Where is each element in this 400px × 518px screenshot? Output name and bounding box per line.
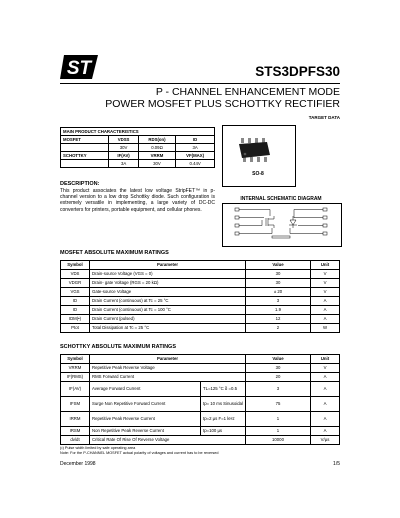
column-header: Parameter bbox=[90, 261, 246, 270]
table-row: ID Drain Current (continuous) at Tc = 100 °C 1.9 A bbox=[61, 306, 340, 315]
footnote-polarity: Note: For the P-CHANNEL MOSFET actual polarity of voltages and current has to be reversed bbox=[60, 451, 219, 455]
schottky-header: IF(AV) bbox=[109, 152, 138, 160]
mosfet-value: 30V bbox=[109, 144, 138, 152]
schottky-ratings-table bbox=[60, 354, 340, 445]
so8-package-image bbox=[237, 138, 271, 162]
column-header: Unit bbox=[311, 261, 340, 270]
schottky-value: 3A bbox=[109, 160, 138, 168]
mosfet-ratings-heading: MOSFET ABSOLUTE MAXIMUM RATINGS bbox=[60, 250, 169, 256]
table-row: dv/dt Critical Rate Of Rise Of Reverse Voltage 10000 V/µs bbox=[61, 436, 340, 445]
schottky-header: VF(MAX) bbox=[176, 152, 215, 160]
page-number: 1/5 bbox=[333, 461, 340, 467]
schottky-label: SCHOTTKY bbox=[61, 152, 109, 160]
part-number: STS3DPFS30 bbox=[255, 64, 340, 79]
table-row: VGS Gate-source Voltage ± 20 V bbox=[61, 288, 340, 297]
schottky-value: 30V bbox=[138, 160, 176, 168]
st-logo-text: ST bbox=[66, 58, 92, 79]
table-row: VDS Drain-source Voltage (VGS = 0) 30 V bbox=[61, 270, 340, 279]
table-row: IF(AV) Average Forward Current TL=125 °C δ =0.5 3 A bbox=[61, 382, 340, 397]
description-heading: DESCRIPTION: bbox=[60, 181, 100, 187]
table-row: Ptot Total Dissipation at Tc = 25 °C 2 W bbox=[61, 324, 340, 333]
document-date: December 1998 bbox=[60, 461, 96, 467]
package-name: SO-8 bbox=[252, 171, 264, 177]
title-line-1: P - CHANNEL ENHANCEMENT MODE bbox=[155, 86, 340, 98]
column-header: Symbol bbox=[61, 355, 90, 364]
mosfet-header: ID bbox=[176, 136, 215, 144]
description-text: This product associates the latest low voltage StripFET™ in p-channel version to a low drop Schottky diode. Such configuration is extremely versatile in implementing, a large variety of DC-DC converters for printers, portable equipment, and cellular phones. bbox=[60, 188, 215, 213]
table-row: IFSM Surge Non Repetitive Forward Current tp= 10 ms Sinusoidal 75 A bbox=[61, 397, 340, 412]
column-header: Value bbox=[246, 261, 311, 270]
column-header: Value bbox=[246, 355, 311, 364]
mosfet-value: 0.09Ω bbox=[138, 144, 176, 152]
table-row: ID Drain Current (continuous) at Tc = 25 °C 3 A bbox=[61, 297, 340, 306]
main-product-caption: MAIN PRODUCT CHARACTERISTICS bbox=[61, 128, 215, 136]
column-header: Parameter bbox=[90, 355, 246, 364]
mosfet-label: MOSFET bbox=[61, 136, 109, 144]
table-row: VRRM Repetitive Peak Reverse Voltage 30 V bbox=[61, 364, 340, 373]
column-header: Unit bbox=[311, 355, 340, 364]
mosfet-ratings-table bbox=[60, 260, 340, 333]
table-row: VDGR Drain- gate Voltage (RGS = 20 kΩ) 30 V bbox=[61, 279, 340, 288]
title-line-2: POWER MOSFET PLUS SCHOTTKY RECTIFIER bbox=[105, 98, 340, 110]
mosfet-value: 3A bbox=[176, 144, 215, 152]
table-row: IDM(•) Drain Current (pulsed) 12 A bbox=[61, 315, 340, 324]
schematic-heading: INTERNAL SCHEMATIC DIAGRAM bbox=[240, 196, 322, 202]
mosfet-header: RDS(on) bbox=[138, 136, 176, 144]
schottky-ratings-heading: SCHOTTKY ABSOLUTE MAXIMUM RATINGS bbox=[60, 344, 177, 350]
column-header: Symbol bbox=[61, 261, 90, 270]
table-row: IRRM Repetitive Peak Reverse Current tp=2 µs F=1 kHz 1 A bbox=[61, 412, 340, 427]
footnote-pulse: (•) Pulse width limited by safe operating area bbox=[60, 446, 136, 450]
mosfet-header: VDSS bbox=[109, 136, 138, 144]
main-product-table bbox=[60, 127, 215, 168]
table-row: IF(RMS) RMS Forward Current 20 A bbox=[61, 373, 340, 382]
st-logo bbox=[60, 55, 98, 79]
schottky-value: 0.44V bbox=[176, 160, 215, 168]
internal-schematic-diagram bbox=[232, 206, 330, 242]
status-label: TARGET DATA bbox=[308, 115, 340, 120]
header-rule bbox=[60, 83, 340, 84]
table-row: IRSM Non Repetitive Peak Reverse Current tp=100 µs 1 A bbox=[61, 427, 340, 436]
schottky-header: VRRM bbox=[138, 152, 176, 160]
